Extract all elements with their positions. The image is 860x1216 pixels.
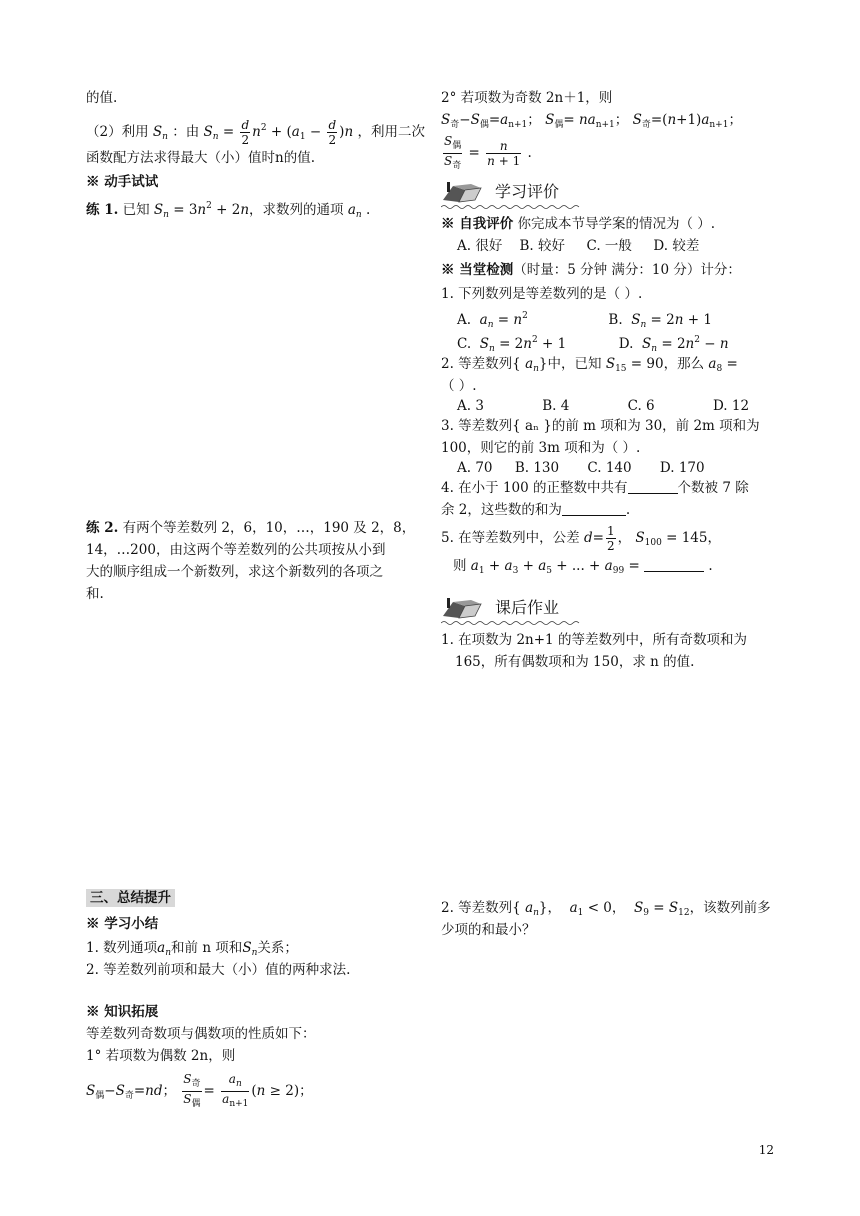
question-4-line-1 xyxy=(441,478,749,498)
try-heading: ※ 动手试试 xyxy=(86,174,159,190)
book-icon xyxy=(441,180,487,204)
question-3-options xyxy=(457,458,705,478)
text-fragment: 已知 xyxy=(122,202,150,218)
option: D. 170 xyxy=(659,460,705,476)
question-5-line-1: 5. 在等差数列中，公差 d= $\frac{1}{2}$ ， $S_{100} = 145$， xyxy=(441,524,721,553)
text-fragment: }， xyxy=(538,900,562,916)
answer-blank[interactable] xyxy=(562,501,626,516)
exercise-label: 练 1. xyxy=(86,202,119,218)
option: B. 较好 xyxy=(519,238,566,254)
question-2-paren: （ ）. xyxy=(441,378,477,394)
text-fragment: （时量：5 分钟 满分：10 分）计分： xyxy=(513,262,741,278)
text-line: 的值. xyxy=(86,90,118,106)
test-heading: ※ 当堂检测 xyxy=(441,262,514,278)
answer-blank[interactable] xyxy=(628,479,678,494)
question-5-line-2: 则 $a_1 + a_3 + a_5$ + ... + $a_{99}$ = . xyxy=(453,558,713,576)
page-number: 12 xyxy=(758,1143,774,1157)
section-header-evaluation xyxy=(441,180,559,204)
homework-2-line-1: 2. 等差数列{ $a_n$}， $a_1 < 0$， $S_9 = S_{12}$，该数列前多 xyxy=(441,900,771,918)
text-fragment: 你完成本节导学案的情况为（ ）. xyxy=(517,216,716,232)
question-2-options xyxy=(457,396,749,416)
text-fragment: ，求数列的通项 xyxy=(249,202,344,218)
text-fragment: ：由 xyxy=(172,124,200,140)
exercise-1: 练 1. 已知 $S_n = 3n^2 + 2n$，求数列的通项 $a_n$ . xyxy=(86,201,371,220)
wavy-underline xyxy=(441,620,581,626)
exercise-2-line-3: 大的顺序组成一个新数列，求这个新数列的各项之 xyxy=(86,564,383,580)
section-header-homework xyxy=(441,596,559,620)
summary-item-2: 2. 等差数列前项和最大（小）值的两种求法. xyxy=(86,962,351,978)
text-fragment: 2. 等差数列{ xyxy=(441,356,521,372)
self-eval-line xyxy=(441,214,715,234)
even-case-formulas: $S_偶-S_奇=nd$； $\frac{S_奇}{S_偶}$ = $\frac{a_n}{a_{n+1}}$ (n ≥ 2)； xyxy=(86,1072,313,1109)
text-fragment: . xyxy=(625,502,631,518)
text-fragment: 1. 数列通项 xyxy=(86,940,158,956)
text-fragment: }中，已知 xyxy=(538,356,602,372)
text-fragment: 余 2，这些数的和为 xyxy=(441,502,562,518)
text-fragment: 个数被 7 除 xyxy=(677,480,749,496)
option: B. 130 xyxy=(514,460,560,476)
option: D. 较差 xyxy=(653,238,700,254)
question-1: 1. 下列数列是等差数列的是（ ）. xyxy=(441,286,643,302)
text-fragment: 关系； xyxy=(257,940,298,956)
question-3-line-2: 100，则它的前 3m 项和为（ ）. xyxy=(441,440,641,456)
fraction-d-over-2: $\frac{d}{2}$ xyxy=(241,118,250,147)
text-fragment: （2）利用 xyxy=(86,124,149,140)
odd-case-formulas: $S_奇-S_偶=a_{n+1}$； $S_偶= na_{n+1}$； $S_奇=(n+1)a_{n+1}$； xyxy=(441,112,742,130)
exercise-2-line-2: 14，…200，由这两个等差数列的公共项按从小到 xyxy=(86,542,386,558)
text-fragment: 4. 在小于 100 的正整数中共有 xyxy=(441,480,628,496)
text-fragment: ，那么 xyxy=(663,356,705,372)
even-case-line: 1° 若项数为偶数 2n，则 xyxy=(86,1048,236,1064)
option: A. 3 xyxy=(457,398,484,414)
option: A. 很好 xyxy=(457,238,503,254)
option: A. 70 xyxy=(457,460,493,476)
text-fragment: 和前 n 项和 xyxy=(171,940,243,956)
self-eval-heading: ※ 自我评价 xyxy=(441,216,514,232)
odd-case-ratio: $\frac{S_偶}{S_奇}$ = $\frac{n}{n + 1}$ . xyxy=(444,134,532,171)
wavy-underline xyxy=(441,204,581,210)
summary-title-text: 三、总结提升 xyxy=(86,889,175,907)
text-fragment: ，利用二次 xyxy=(357,124,425,140)
text-fragment: 2. 等差数列{ xyxy=(441,900,521,916)
test-heading-line xyxy=(441,260,741,280)
homework-2-line-2: 少项的和最小？ xyxy=(441,922,536,938)
odd-case-line: 2° 若项数为奇数 2n＋1，则 xyxy=(441,90,613,106)
book-icon xyxy=(441,596,487,620)
section-title: 学习评价 xyxy=(495,182,560,201)
section-title: 课后作业 xyxy=(495,598,560,617)
fraction-d-over-2: $\frac{d}{2}$ xyxy=(328,118,337,147)
question-3-line-1: 3. 等差数列{ aₙ }的前 m 项和为 30，前 2m 项和为 xyxy=(441,418,760,434)
self-eval-options xyxy=(457,236,699,256)
exercise-label: 练 2. xyxy=(86,520,119,536)
question-2: 2. 等差数列{ $a_n$}中，已知 $S_{15} = 90$，那么 $a_8$ = xyxy=(441,356,738,374)
text-fragment: 5. 在等差数列中，公差 xyxy=(441,530,580,546)
question-4-line-2 xyxy=(441,500,630,520)
exercise-2-line-4: 和. xyxy=(86,586,104,602)
option: C. 一般 xyxy=(586,238,632,254)
text-line: 函数配方法求得最大（小）值时n的值. xyxy=(86,150,315,166)
extension-heading: ※ 知识拓展 xyxy=(86,1004,159,1020)
answer-blank[interactable] xyxy=(644,557,704,572)
text-fragment: ，该数列前多 xyxy=(689,900,771,916)
option: C. 6 xyxy=(627,398,655,414)
summary-item-1: 1. 数列通项$a_n$和前 n 项和$S_n$关系； xyxy=(86,940,298,958)
homework-1-line-1: 1. 在项数为 2n+1 的等差数列中，所有奇数项和为 xyxy=(441,632,747,648)
homework-1-line-2: 165，所有偶数项和为 150，求 n 的值. xyxy=(455,654,695,670)
question-1-options-cd: C. $S_n = 2n^2 + 1$ D. $S_n = 2n^2 - n$ xyxy=(457,335,729,354)
method-two-line: （2）利用 $S_n$ ：由 $S_n$ = $\frac{d}{2}$ $n^2 + (a_1$ − $\frac{d}{2}$ )n ，利用二次 xyxy=(86,118,425,147)
question-1-options-ab: A. $a_n = n^2$ B. $S_n = 2n + 1$ xyxy=(457,311,712,330)
text-fragment: 有两个等差数列 2，6，10，…，190 及 2，8， xyxy=(122,520,416,536)
text-fragment: 则 xyxy=(453,558,467,574)
option: D. 12 xyxy=(712,398,750,414)
summary-title xyxy=(86,888,175,908)
option: B. 4 xyxy=(542,398,570,414)
option: C. 140 xyxy=(587,460,632,476)
exercise-2-line-1 xyxy=(86,518,415,538)
extension-text: 等差数列奇数项与偶数项的性质如下： xyxy=(86,1026,316,1042)
study-summary-heading: ※ 学习小结 xyxy=(86,916,159,932)
